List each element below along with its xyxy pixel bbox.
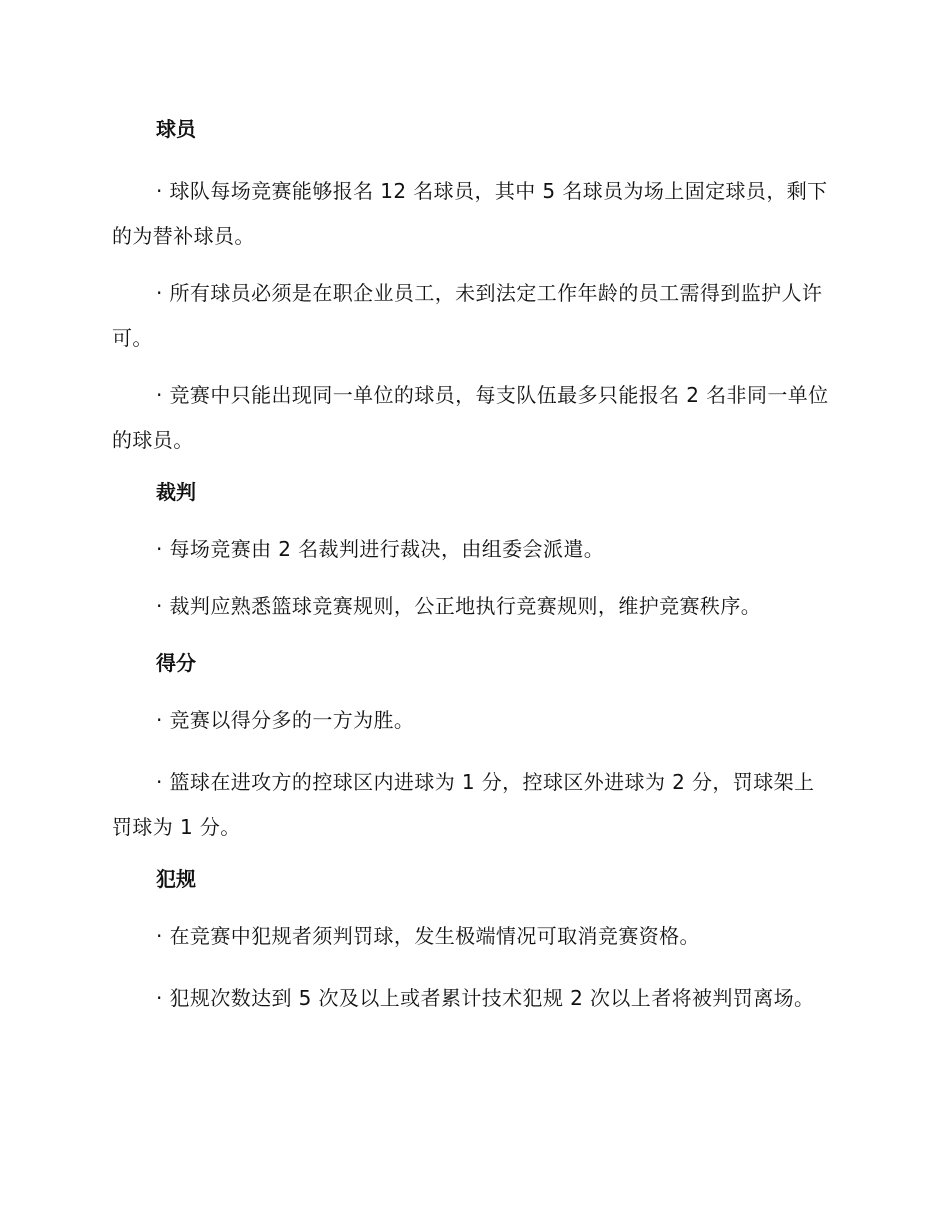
paragraph-referees-1: · 每场竞赛由 2 名裁判进行裁决，由组委会派遣。 — [156, 537, 605, 561]
section-heading-players: 球员 — [156, 117, 196, 141]
paragraph-fouls-1: · 在竞赛中犯规者须判罚球，发生极端情况可取消竞赛资格。 — [156, 924, 700, 948]
paragraph-scoring-2: · 篮球在进攻方的控球区内进球为 1 分，控球区外进球为 2 分，罚球架上罚球为 1 分。 — [112, 770, 815, 839]
section-heading-scoring: 得分 — [156, 651, 196, 675]
paragraph-players-1: · 球队每场竞赛能够报名 12 名球员，其中 5 名球员为场上固定球员，剩下的为替补球员。 — [112, 179, 828, 248]
paragraph-referees-2: · 裁判应熟悉篮球竞赛规则，公正地执行竞赛规则，维护竞赛秩序。 — [156, 594, 762, 618]
paragraph-fouls-2: · 犯规次数达到 5 次及以上或者累计技术犯规 2 次以上者将被判罚离场。 — [156, 986, 815, 1010]
paragraph-players-2: · 所有球员必须是在职企业员工，未到法定工作年龄的员工需得到监护人许可。 — [112, 281, 823, 350]
section-heading-fouls: 犯规 — [156, 867, 196, 891]
paragraph-players-3: · 竞赛中只能出现同一单位的球员，每支队伍最多只能报名 2 名非同一单位的球员。 — [112, 383, 829, 452]
section-heading-referees: 裁判 — [156, 480, 196, 504]
paragraph-scoring-1: · 竞赛以得分多的一方为胜。 — [156, 708, 415, 732]
document-page — [112, 112, 832, 1033]
